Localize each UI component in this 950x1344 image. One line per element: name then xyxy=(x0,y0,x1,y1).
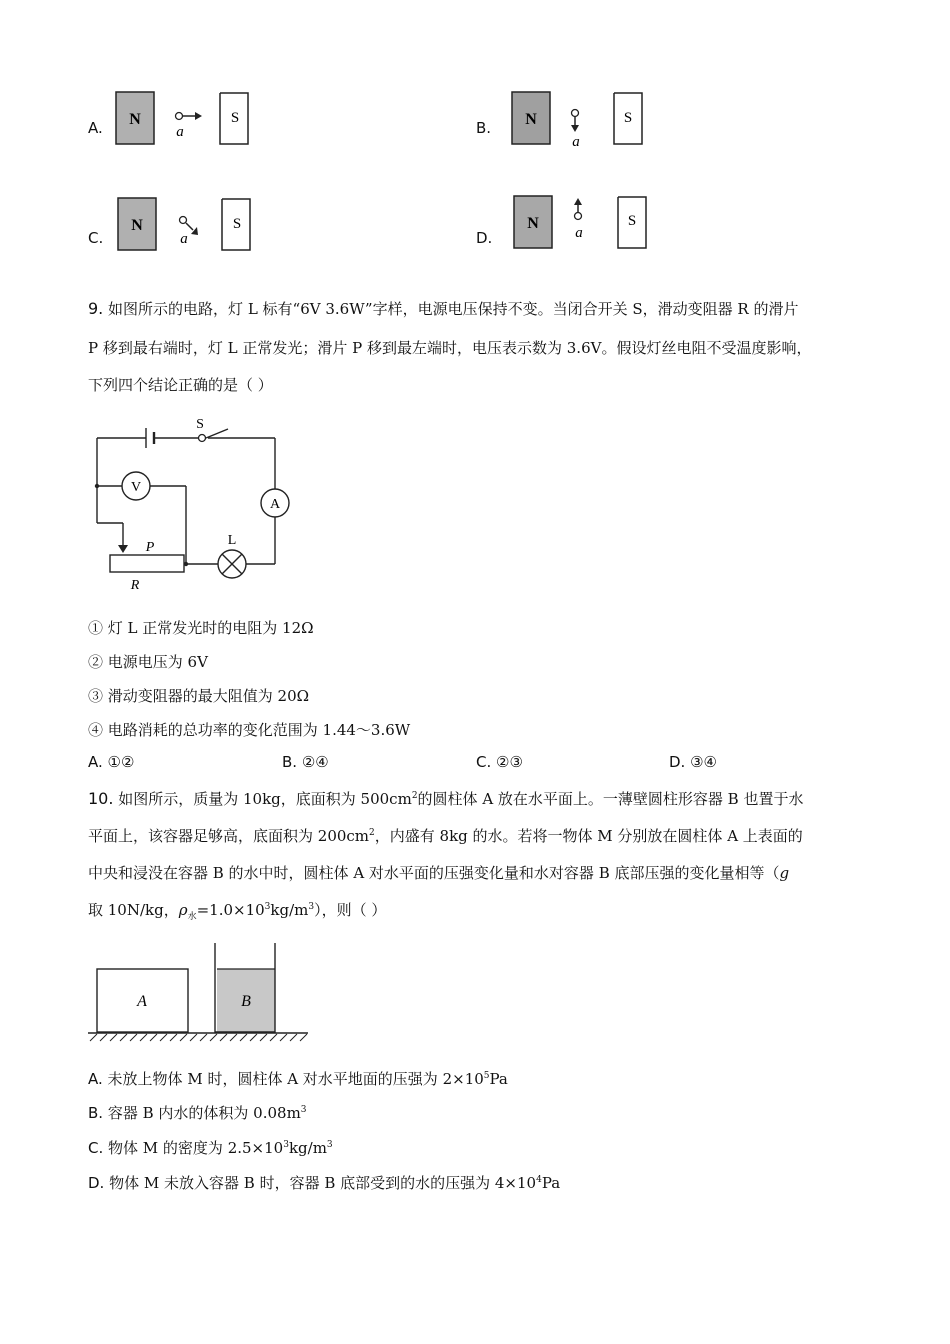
ground-hatch xyxy=(90,1034,307,1041)
choice-letter: B. xyxy=(282,753,298,771)
superscript: 3 xyxy=(326,1140,333,1150)
switch-pivot xyxy=(199,435,206,442)
q10-text: 平面上，该容器足够高，底面积为 200cm xyxy=(88,827,370,845)
cylinder-a-label: A xyxy=(137,993,147,1010)
switch-label: S xyxy=(196,417,204,432)
superscript: 3 xyxy=(300,1105,307,1115)
magnet-s-label: S xyxy=(230,110,240,126)
choice-letter: B. xyxy=(88,1104,104,1122)
magnet-figure-c xyxy=(114,195,259,255)
q10-choice-d[interactable] xyxy=(88,1172,560,1193)
choice-text: Pa xyxy=(489,1070,508,1088)
superscript: 3 xyxy=(283,1140,289,1150)
choice-text: 容器 B 内水的体积为 0.08m xyxy=(107,1104,301,1122)
question-number: 9. xyxy=(88,299,104,318)
resistor-label: R xyxy=(130,578,140,592)
statement-1: ① 灯 L 正常发光时的电阻为 12Ω xyxy=(88,619,314,637)
q9-stem-line-1 xyxy=(88,298,798,319)
needle-label: a xyxy=(176,124,184,140)
switch-blade xyxy=(206,429,228,438)
lamp-label: L xyxy=(227,533,237,548)
choice-text: ②③ xyxy=(496,753,523,771)
magnet-figure-a xyxy=(112,88,257,148)
cylinder-container-figure xyxy=(86,940,312,1046)
q10-text: 中央和浸没在容器 B 的水中时，圆柱体 A 对水平面的压强变化量和水对容器 B 底部压强的变化量相等（ xyxy=(88,864,780,882)
magnet-n-label: N xyxy=(131,217,143,234)
magnet-n-label: N xyxy=(129,111,141,128)
subscript: 水 xyxy=(187,912,197,922)
option-letter: D. xyxy=(476,229,493,247)
q10-text: 如图所示，质量为 10kg，底面积为 500cm xyxy=(118,790,412,808)
statement-4: ④ 电路消耗的总功率的变化范围为 1.44～3.6W xyxy=(88,721,411,739)
choice-text: ①② xyxy=(107,753,135,771)
q10-stem-line-4 xyxy=(88,899,386,922)
container-b-label: B xyxy=(241,993,251,1010)
q10-symbol-g: g xyxy=(779,864,790,882)
choice-letter: D. xyxy=(669,753,686,771)
needle-label: a xyxy=(575,225,583,241)
choice-text: 物体 M 的密度为 2.5×10 xyxy=(108,1139,284,1157)
q9-choice-c[interactable] xyxy=(476,753,523,771)
choice-text: Pa xyxy=(541,1174,561,1192)
magnet-n-label: N xyxy=(527,215,539,232)
right-arrow-icon xyxy=(195,112,202,120)
rho-symbol: ρ xyxy=(178,901,188,919)
magnet-n-label: N xyxy=(525,111,537,128)
down-arrow-icon xyxy=(571,125,579,132)
up-arrow-icon xyxy=(574,198,582,205)
magnet-figure-d xyxy=(510,193,655,253)
superscript: 3 xyxy=(308,902,315,912)
option-letter: C. xyxy=(88,229,104,247)
q10-text: =1.0×10 xyxy=(196,901,265,919)
choice-letter: D. xyxy=(88,1174,105,1192)
q9-choice-b[interactable] xyxy=(282,753,329,771)
choice-letter: C. xyxy=(88,1139,104,1157)
q10-text: 取 10N/kg， xyxy=(88,901,179,919)
q10-text: ），则（ ） xyxy=(314,901,387,919)
superscript: 2 xyxy=(369,828,375,838)
needle-label: a xyxy=(572,134,580,150)
q10-stem-line-2 xyxy=(88,825,803,846)
statement-3: ③ 滑动变阻器的最大阻值为 20Ω xyxy=(88,687,310,705)
q9-stem-line-2: P 移到最右端时，灯 L 正常发光；滑片 P 移到最左端时，电压表示数为 3.6V。假设灯丝电阻不受温度影响， xyxy=(88,339,812,357)
ammeter-label: A xyxy=(269,497,281,512)
choice-letter: C. xyxy=(476,753,492,771)
q10-text: kg/m xyxy=(270,901,309,919)
superscript: 4 xyxy=(536,1175,542,1185)
rheostat-body xyxy=(110,555,184,572)
q10-text: ，内盛有 8kg 的水。若将一物体 M 分别放在圆柱体 A 上表面的 xyxy=(374,827,803,845)
choice-letter: A. xyxy=(88,753,103,771)
statement-2: ② 电源电压为 6V xyxy=(88,653,208,671)
choice-text: ③④ xyxy=(690,753,718,771)
q10-choice-b[interactable] xyxy=(88,1102,307,1123)
voltmeter-label: V xyxy=(130,480,142,495)
q10-choice-a[interactable] xyxy=(88,1068,508,1089)
option-letter: B. xyxy=(476,119,492,137)
choice-text: 物体 M 未放入容器 B 时，容器 B 底部受到的水的压强为 4×10 xyxy=(109,1174,537,1192)
superscript: 2 xyxy=(411,791,418,801)
choice-text: kg/m xyxy=(288,1139,327,1157)
superscript: 5 xyxy=(483,1071,490,1081)
q9-choice-a[interactable] xyxy=(88,753,134,771)
option-letter: A. xyxy=(88,119,103,137)
choice-letter: A. xyxy=(88,1070,103,1088)
choice-text: ②④ xyxy=(301,753,329,771)
q10-stem-line-3 xyxy=(88,862,789,883)
q10-choice-c[interactable] xyxy=(88,1137,333,1158)
q9-text-1: 如图所示的电路，灯 L 标有“6V 3.6W”字样，电源电压保持不变。当闭合开关 S，滑动变阻器 R 的滑片 xyxy=(108,300,799,318)
superscript: 3 xyxy=(264,902,271,912)
magnet-s-label: S xyxy=(623,110,633,126)
circuit-diagram xyxy=(88,412,308,592)
magnet-s-label: S xyxy=(627,213,637,229)
q10-stem-line-1 xyxy=(88,788,803,809)
q9-choice-d[interactable] xyxy=(669,753,717,771)
slider-label: P xyxy=(145,540,155,555)
magnet-s-label: S xyxy=(232,216,242,232)
q9-stem-line-3: 下列四个结论正确的是（ ） xyxy=(88,376,273,394)
magnet-figure-b xyxy=(506,80,651,150)
slider-arrow-icon xyxy=(118,545,128,553)
question-number: 10. xyxy=(88,789,114,808)
q10-text: 的圆柱体 A 放在水平面上。一薄壁圆柱形容器 B 也置于水 xyxy=(417,790,804,808)
needle-label: a xyxy=(180,231,188,247)
choice-text: 未放上物体 M 时，圆柱体 A 对水平地面的压强为 2×10 xyxy=(107,1070,484,1088)
